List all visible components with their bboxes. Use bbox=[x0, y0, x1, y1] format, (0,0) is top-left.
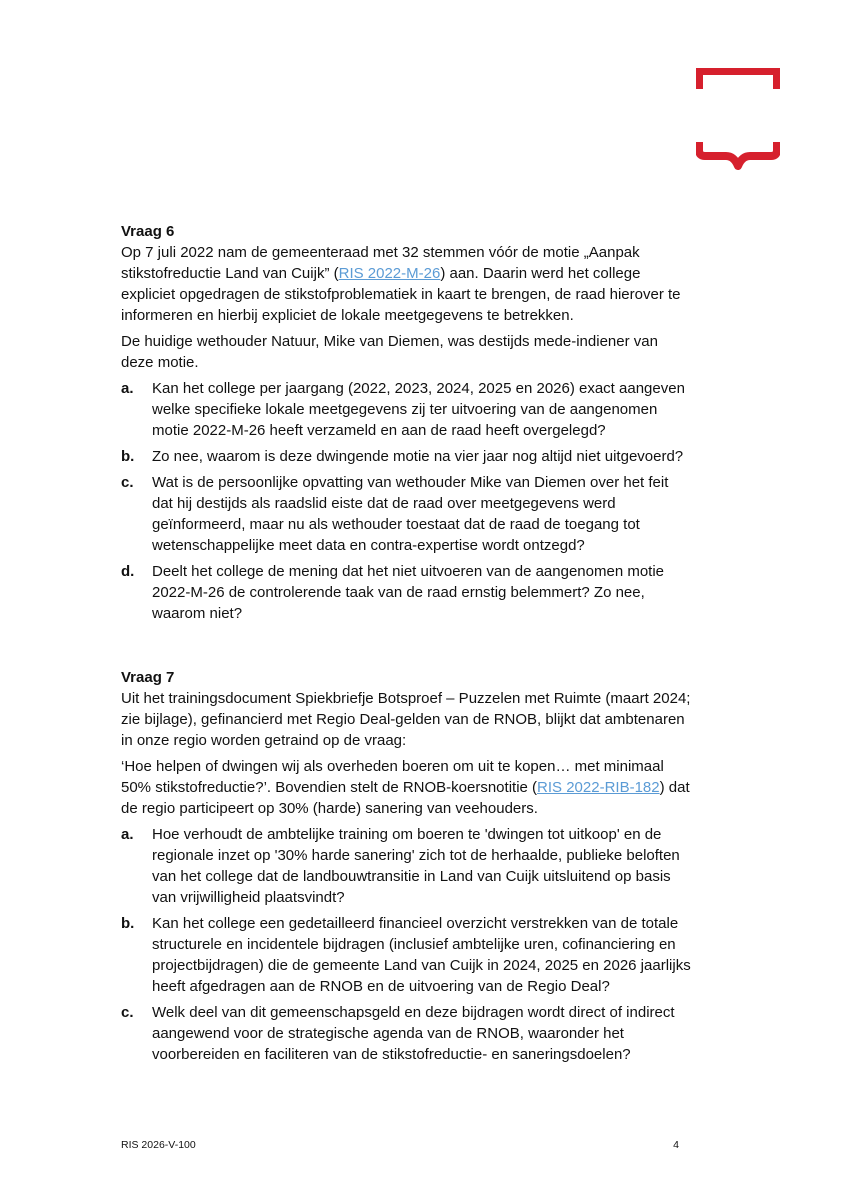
municipality-logo bbox=[696, 68, 780, 172]
question-7-section bbox=[121, 667, 691, 1065]
list-item bbox=[121, 561, 691, 624]
list-item bbox=[121, 378, 691, 441]
question-6-list bbox=[121, 378, 691, 624]
list-marker: d. bbox=[121, 563, 135, 580]
list-marker: c. bbox=[121, 1004, 134, 1021]
question-7-intro-1 bbox=[121, 688, 691, 751]
list-item bbox=[121, 472, 691, 556]
document-body bbox=[121, 221, 691, 1070]
question-7-list bbox=[121, 824, 691, 1065]
list-marker: c. bbox=[121, 474, 134, 491]
text-segment: ) dat de regio participeert op 30% (harde) sanering van veehouders. bbox=[121, 779, 690, 817]
list-item-text: Hoe verhoudt de ambtelijke training om boeren te 'dwingen tot uitkoop' en de regionale inzet op '30% harde sanering' zich tot de herhaalde, publieke beloften van het college dat de landbouwtransitie in Land van Cuijk uitsluitend op basis van vrijwilligheid plaatsvindt? bbox=[152, 826, 680, 906]
question-7-title: Vraag 7 bbox=[121, 669, 175, 686]
list-item bbox=[121, 913, 691, 997]
question-6-title: Vraag 6 bbox=[121, 223, 175, 240]
list-item-text: Welk deel van dit gemeenschapsgeld en deze bijdragen wordt direct of indirect aangewend voor de strategische agenda van de RNOB, waaronder het voorbereiden en faciliteren van de stikstofreductie- en saneringsdoelen? bbox=[152, 1004, 675, 1063]
text-segment: ‘Hoe helpen of dwingen wij als overheden boeren om uit te kopen… met minimaal 50% stikstofreductie?’. Bovendien stelt de RNOB-koersnotitie ( bbox=[121, 758, 664, 796]
text-segment: Uit het trainingsdocument Spiekbriefje Botsproef – Puzzelen met Ruimte (maart 2024; zie bijlage), gefinancierd met Regio Deal-gelden van de RNOB, blijkt dat ambtenaren in onze regio worden getraind op de vraag: bbox=[121, 690, 691, 749]
text-segment: Op 7 juli 2022 nam de gemeenteraad met 32 stemmen vóór de motie „Aanpak stikstofreductie Land van Cuijk” ( bbox=[121, 244, 640, 282]
list-item-text: Zo nee, waarom is deze dwingende motie na vier jaar nog altijd niet uitgevoerd? bbox=[152, 448, 684, 465]
question-6-intro-1 bbox=[121, 242, 691, 326]
list-item-text: Kan het college per jaargang (2022, 2023, 2024, 2025 en 2026) exact aangeven welke specifieke lokale meetgegevens zij ter uitvoering van de aangenomen motie 2022-M-26 heeft verzameld en aan de raad heeft overgelegd? bbox=[152, 380, 685, 439]
list-item-text: Kan het college een gedetailleerd financieel overzicht verstrekken van de totale structurele en incidentele bijdragen (inclusief ambtelijke uren, cofinanciering en projectbijdragen) die de gemeente Land van Cuijk in 2024, 2025 en 2026 jaarlijks heeft afgedragen aan de RNOB en de uitvoering van de Regio Deal? bbox=[152, 915, 691, 995]
ris-2022-rib-182-link[interactable]: RIS 2022-RIB-182 bbox=[537, 779, 660, 796]
list-item bbox=[121, 1002, 691, 1065]
question-7-intro-2 bbox=[121, 756, 691, 819]
question-6-section bbox=[121, 221, 691, 624]
list-marker: a. bbox=[121, 380, 134, 397]
page-number: 4 bbox=[673, 1139, 679, 1151]
text-segment: De huidige wethouder Natuur, Mike van Diemen, was destijds mede-indiener van deze motie. bbox=[121, 333, 658, 371]
list-item bbox=[121, 446, 691, 467]
list-marker: b. bbox=[121, 915, 135, 932]
text-segment: ) aan. Daarin werd het college expliciet opgedragen de stikstofproblematiek in kaart te brengen, de raad hierover te informeren en hierbij expliciet de lokale meetgegevens te betrekken. bbox=[121, 265, 681, 324]
list-item-text: Deelt het college de mening dat het niet uitvoeren van de aangenomen motie 2022-M-26 de controlerende taak van de raad ernstig belemmert? Zo nee, waarom niet? bbox=[152, 563, 665, 622]
question-6-intro-2 bbox=[121, 331, 691, 373]
document-reference: RIS 2026-V-100 bbox=[121, 1139, 196, 1151]
ris-2022-m-26-link[interactable]: RIS 2022-M-26 bbox=[338, 265, 441, 282]
list-item bbox=[121, 824, 691, 908]
list-marker: a. bbox=[121, 826, 134, 843]
section-spacer bbox=[121, 629, 691, 667]
list-marker: b. bbox=[121, 448, 135, 465]
list-item-text: Wat is de persoonlijke opvatting van wethouder Mike van Diemen over het feit dat hij destijds als raadslid eiste dat de raad over meetgegevens werd geïnformeerd, maar nu als wethouder toestaat dat de raad de toegang tot wetenschappelijke meet data en contra-expertise wordt ontzegd? bbox=[152, 474, 669, 554]
